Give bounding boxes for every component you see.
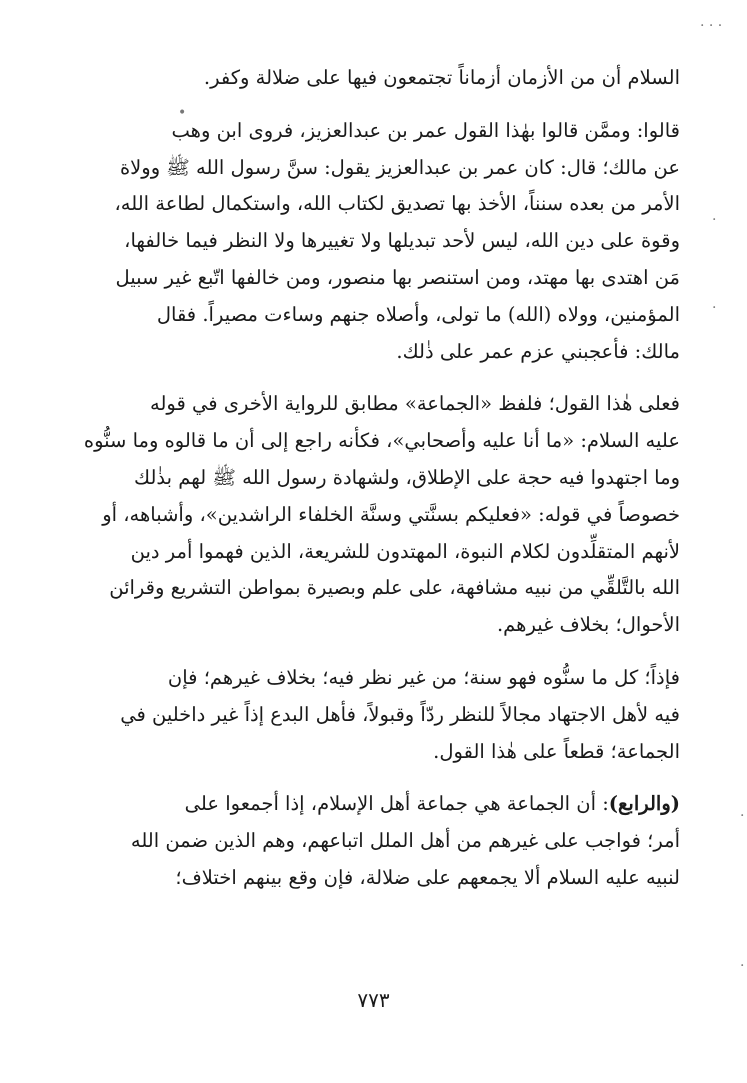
text-line: الأمر من بعده سنناً، الأخذ بها تصديق لكتاب الله، واستكمال لطاعة الله، <box>114 192 680 216</box>
text-line: الله بالتَّلقِّي من نبيه مشافهة، على علم وبصيرة بمواطن التشريع وقرائن <box>109 576 680 600</box>
text-line: قالوا: وممَّن قالوا بهٰذا القول عمر بن عبدالعزيز، فروى ابن وهب <box>171 118 680 142</box>
text-line: عليه السلام: «ما أنا عليه وأصحابي»، فكأنه راجع إلى أن ما قالوه وما سنُّوه <box>83 429 680 453</box>
scan-speck: · <box>712 300 717 316</box>
text-line: فإذاً؛ كل ما سنُّوه فهو سنة؛ من غير نظر فيه؛ بخلاف غيرهم؛ فإن <box>167 665 680 689</box>
text-line: المؤمنين، وولاه (الله) ما تولى، وأصلاه جنهم وساءت مصيراً. فقال <box>156 302 680 326</box>
text-line: وقوة على دين الله، ليس لأحد تبديلها ولا تغييرها ولا النظر فيما خالفها، <box>124 229 680 253</box>
text-line: مالك: فأعجبني عزم عمر على ذٰلك. <box>396 339 680 363</box>
text-line: لنبيه عليه السلام ألا يجمعهم على ضلالة، فإن وقع بينهم اختلاف؛ <box>175 865 680 889</box>
paragraph-5 <box>70 786 680 896</box>
paragraph-3 <box>70 386 680 644</box>
text-fragment: : أن الجماعة هي جماعة أهل الإسلام، إذا أجمعوا على <box>184 792 609 816</box>
text-line: فعلى هٰذا القول؛ فلفظ «الجماعة» مطابق للرواية الأخرى في قوله <box>149 392 680 416</box>
paragraph-4 <box>70 660 680 770</box>
scan-speck: · <box>740 958 745 974</box>
text-line: الأحوال؛ بخلاف غيرهم. <box>496 613 680 637</box>
paragraph-1 <box>70 60 680 97</box>
scan-speck: . . . <box>700 14 723 30</box>
page-body <box>70 60 680 897</box>
text-line: خصوصاً في قوله: «فعليكم بسنَّتي وسنَّة الخلفاء الراشدين»، وأشباهه، أو <box>102 502 680 526</box>
text-line: السلام أن من الأزمان أزماناً تجتمعون فيها على ضلالة وكفر. <box>203 66 680 89</box>
text-line: عن مالك؛ قال: كان عمر بن عبدالعزيز يقول: سنَّ رسول الله ﷺ وولاة <box>119 155 680 179</box>
scan-speck: · <box>712 212 717 228</box>
scan-speck: · <box>740 808 745 824</box>
text-line: فيه لأهل الاجتهاد مجالاً للنظر ردّاً وقبولاً، فأهل البدع إذاً غير داخلين في <box>120 702 680 726</box>
text-line <box>70 786 680 823</box>
section-lead: (والرابع) <box>608 792 680 816</box>
text-line: الجماعة؛ قطعاً على هٰذا القول. <box>433 739 680 763</box>
scan-speck: • <box>178 105 187 121</box>
paragraph-2 <box>70 113 680 371</box>
text-line: لأنهم المتقلِّدون لكلام النبوة، المهتدون للشريعة، الذين فهموا أمر دين <box>130 539 680 563</box>
page-number: ٧٧٣ <box>357 988 390 1012</box>
text-line: أمر؛ فواجب على غيرهم من أهل الملل اتباعهم، وهم الذين ضمن الله <box>130 829 680 853</box>
text-line: مَن اهتدى بها مهتد، ومن استنصر بها منصور، ومن خالفها اتّبع غير سبيل <box>115 265 680 289</box>
text-line: وما اجتهدوا فيه حجة على الإطلاق، ولشهادة رسول الله ﷺ لهم بذٰلك <box>134 465 680 489</box>
